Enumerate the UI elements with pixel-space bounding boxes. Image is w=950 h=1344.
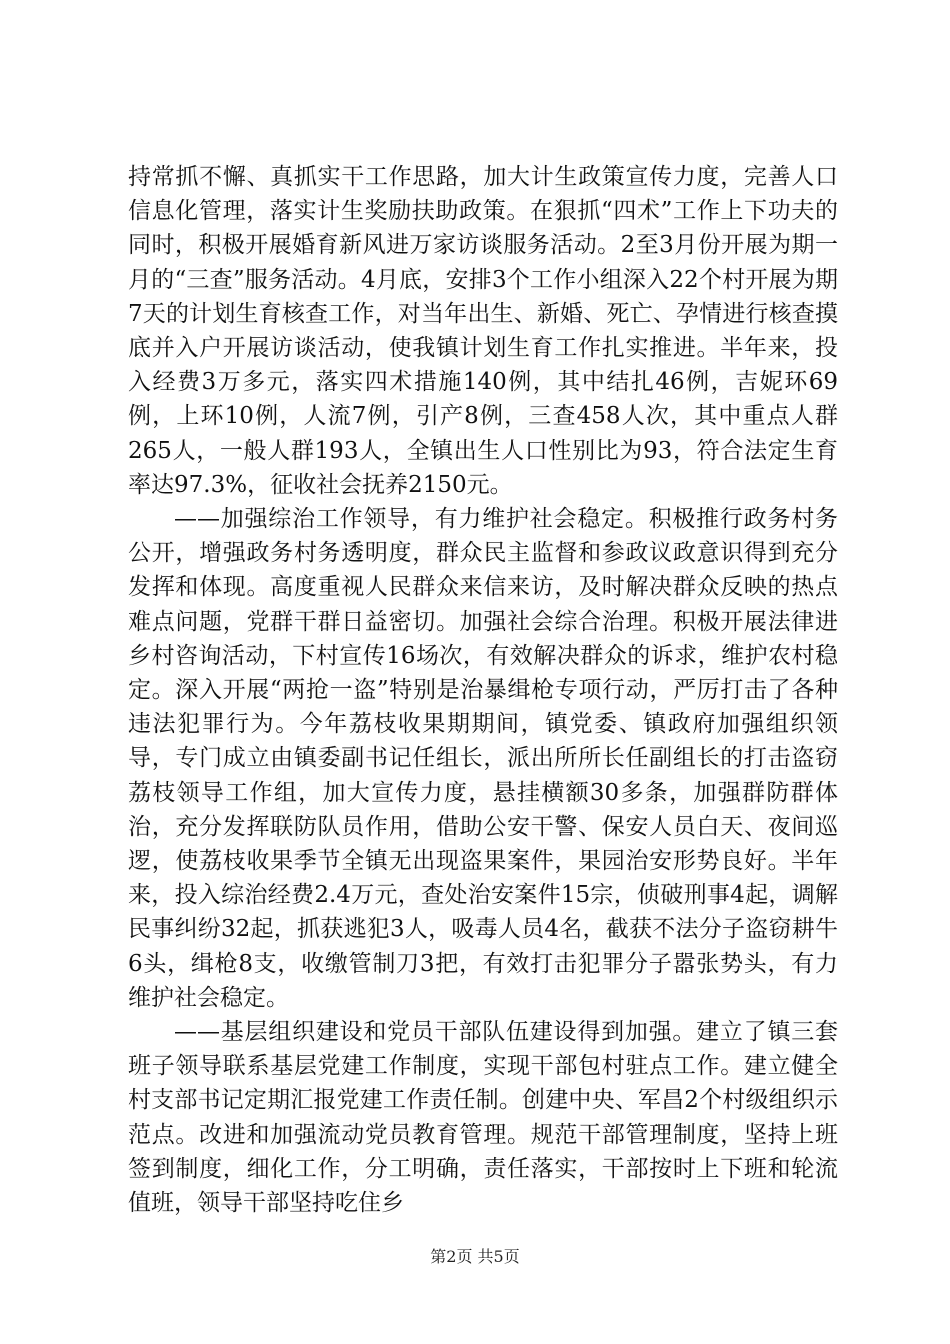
page-number-footer: 第2页 共5页 [430, 1247, 520, 1266]
document-body [128, 160, 838, 1220]
paragraph-family-planning: 持常抓不懈、真抓实干工作思路，加大计生政策宣传力度，完善人口信息化管理，落实计生奖励扶助政策。在狠抓“四术”工作上下功夫的同时，积极开展婚育新风进万家访谈服务活动。2至3月份开展为期一月的“三查”服务活动。4月底，安排3个工作小组深入22个村开展为期7天的计划生育核查工作，对当年出生、新婚、死亡、孕情进行核查摸底并入户开展访谈活动，使我镇计划生育工作扎实推进。半年来，投入经费3万多元，落实四术措施140例，其中结扎46例，吉妮环69例，上环10例，人流7例，引产8例，三查458人次，其中重点人群265人，一般人群193人，全镇出生人口性别比为93，符合法定生育率达97.3%，征收社会抚养2150元。 [128, 164, 838, 498]
paragraph-party-building: ——基层组织建设和党员干部队伍建设得到加强。建立了镇三套班子领导联系基层党建工作制度，实现干部包村驻点工作。建立健全村支部书记定期汇报党建工作责任制。创建中央、军昌2个村级组织示范点。改进和加强流动党员教育管理。规范干部管理制度，坚持上班签到制度，细化工作，分工明确，责任落实，干部按时上下班和轮流值班，领导干部坚持吃住乡 [128, 1019, 838, 1217]
paragraph-social-stability: ——加强综治工作领导，有力维护社会稳定。积极推行政务村务公开，增强政务村务透明度，群众民主监督和参政议政意识得到充分发挥和体现。高度重视人民群众来信来访，及时解决群众反映的热点难点问题，党群干群日益密切。加强社会综合治理。积极开展法律进乡村咨询活动，下村宣传16场次，有效解决群众的诉求，维护农村稳定。深入开展“两抢一盗”特别是治暴缉枪专项行动，严厉打击了各种违法犯罪行为。今年荔枝收果期期间，镇党委、镇政府加强组织领导，专门成立由镇委副书记任组长，派出所所长任副组长的打击盗窃荔枝领导工作组，加大宣传力度，悬挂横额30多条，加强群防群体治，充分发挥联防队员作用，借助公安干警、保安人员白天、夜间巡逻，使荔枝收果季节全镇无出现盗果案件，果园治安形势良好。半年来，投入综治经费2.4万元，查处治安案件15宗，侦破刑事4起，调解民事纠纷32起，抓获逃犯3人，吸毒人员4名，截获不法分子盗窃耕牛6头，缉枪8支，收缴管制刀3把，有效打击犯罪分子嚣张势头，有力维护社会稳定。 [128, 506, 838, 1011]
